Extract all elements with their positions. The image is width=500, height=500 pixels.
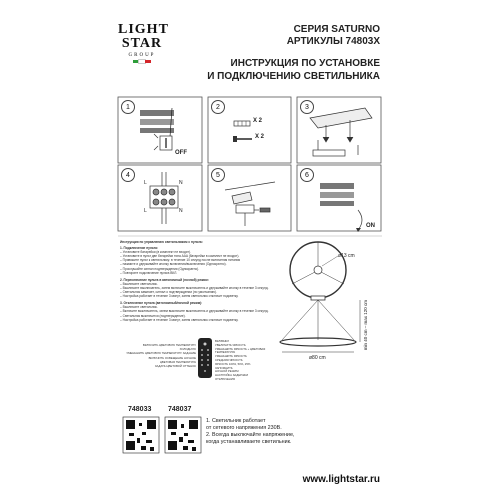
terminal-label-n-top: N [179, 180, 183, 186]
terminal-label-l-bottom: L [144, 208, 147, 214]
diameter-small-label: ø13 cm [338, 253, 355, 259]
remote-button-label: УВЕЛИЧИТЬ ЯРКОСТЬ [215, 342, 246, 347]
instruction-line: – Выключите выключатель, затем включите выключатель и удерживайте кнопку в течение 3 секунд. [120, 285, 269, 290]
series-name: СЕРИЯ SATURNO [293, 24, 380, 35]
instruction-heading: 1. Подключение пульта: [120, 246, 158, 251]
step-number-4: 4 [121, 168, 135, 182]
instruction-line: – Установите батарейки (в комплект не входят). [120, 250, 191, 255]
logo-line2: STAR [121, 36, 163, 51]
remote-button-label: ВКЛЮЧИТЬ ОСВЕЩЕНИЕ НОЧНОЕ [148, 355, 196, 360]
remote-button-label: УМЕНЬШИТЬ ЯРКОСТЬ + ЦВЕТОВАЯ ТЕМПЕРАТУРА [215, 346, 266, 355]
instruction-line: – Установите в пульт две батарейки типа AAA (батарейки в комплект не входят). [120, 254, 240, 259]
remote-button-label: ЯРКОСТЬ 100%, 50%, 25% [215, 361, 251, 366]
step5-canopy-connection-icon [225, 182, 275, 226]
step-number-2: 2 [211, 100, 225, 114]
website-link[interactable]: www.lightstar.ru [302, 474, 380, 485]
instruction-line: – Привяжите пульт к светильнику: в течение 10 секунд после включения питания [120, 258, 241, 263]
step-number-3: 3 [300, 100, 314, 114]
remote-button-label: УМЕНЬШИТЬ ЯРКОСТЬ [215, 354, 247, 359]
remote-button-label: НОЧНОЙ РЕЖИМ [215, 369, 239, 374]
instruction-line: – Выключите светильник. [120, 281, 158, 286]
terminal-label-n-bottom: N [179, 208, 183, 214]
height-min: min 40 cm [363, 329, 368, 351]
height-range-label: min 40 cm – max 120 cm [363, 300, 368, 351]
instructions-sections [120, 246, 285, 322]
remote-control-icon [198, 338, 212, 378]
remote-button-label: УМЕНЬШИТЬ ЦВЕТОВУЮ ТЕМПЕРАТУРУ ЗАДАНИЕ [126, 351, 196, 356]
instruction-line: – Повторите подключение пульта ВКЛ. [120, 270, 178, 275]
instruction-line: – Включите выключатель, затем выключите выключатель и удерживайте кнопку в течение 3 секунд. [120, 309, 269, 314]
safety-notes [206, 418, 294, 446]
dowel-icon [234, 121, 250, 126]
qr-article-1: 748033 [128, 406, 152, 413]
step-number-1: 1 [121, 100, 135, 114]
step-number-5: 5 [211, 168, 225, 182]
qr-code-2 [165, 417, 201, 453]
instruction-line: – Светильник выключится (подтверждение). [120, 313, 186, 318]
instruction-line: – Светильник замигает, сигнал о подтверждении (по умолчанию). [120, 290, 217, 295]
instruction-heading: 2. Переключение пульта в автономный (ночной) режим: [120, 277, 209, 282]
qr-code-1 [123, 417, 159, 453]
step6-installed-light-icon [320, 183, 362, 232]
logo-group: GROUP [128, 53, 156, 58]
ring-top-view [290, 242, 346, 298]
note-line: 1. Светильник работает [206, 418, 266, 424]
instruction-line: – Прослушайте сигнал подтверждения (Однократно). [120, 266, 200, 271]
step4-wiring-terminal-icon [150, 172, 178, 224]
title-line2: И ПОДКЛЮЧЕНИЮ СВЕТИЛЬНИКА [207, 71, 380, 82]
screws-qty: X 2 [255, 134, 265, 140]
dowels-qty: X 2 [253, 118, 263, 124]
remote-button-label: ОТКЛЮЧЕНИЯ [215, 376, 235, 381]
note-line: от сетевого напряжения 230В. [206, 425, 282, 431]
screw-icon [233, 136, 252, 142]
switch-icon [154, 134, 172, 150]
remote-button-label: ЗАПОМНИТЬ [215, 365, 233, 370]
note-line: когда устанавливаете светильник. [206, 439, 292, 445]
on-label: ON [366, 223, 375, 229]
remote-button-label: ЦВЕТОВАЯ ТЕМПЕРАТУРА [159, 359, 196, 364]
terminal-label-l-top: L [144, 180, 147, 186]
step3-bracket-mounting-icon [310, 108, 372, 156]
diameter-ring-label: ø80 cm [309, 355, 326, 361]
instruction-line: – Выключите светильник. [120, 305, 158, 310]
instruction-line: – нажмите и удерживайте кнопку включения/выключения (Однократно). [120, 262, 227, 267]
step-number-6: 6 [300, 168, 314, 182]
qr-article-2: 748037 [168, 406, 192, 413]
title-line1: ИНСТРУКЦИЯ ПО УСТАНОВКЕ [230, 58, 380, 69]
instruction-line: – Настройка работает в течение 3 минут, затем светильник отключит подсветку. [120, 294, 239, 299]
instructions-title: Инструкция по управлению светильником с пульта: [120, 240, 203, 244]
remote-button-label: ВКЛЮЧИТЬ ЦВЕТОВУЮ ТЕМПЕРАТУРУ ХОЛОДНУЮ [142, 343, 196, 352]
remote-button-label: ЗАДАТЬ ЦВЕТОВОЙ ОТТЕНОК [154, 364, 196, 369]
remote-button-label: СРЕДНЯЯ ЯРКОСТЬ [215, 357, 243, 362]
article-numbers: АРТИКУЛЫ 74803X [286, 36, 380, 47]
step1-ceiling-light-icon [140, 108, 174, 137]
remote-button-label: ВКЛ/ВЫКЛ [215, 339, 229, 343]
instruction-heading: 3. Отключение пульта (автономный/ночной режим): [120, 301, 203, 306]
remote-right-labels [215, 340, 285, 382]
instruction-line: – Настройка работает в течение 3 минут, затем светильник отключит подсветку. [120, 317, 239, 322]
logo-line1: LIGHT [118, 22, 169, 37]
remote-instructions [120, 240, 285, 322]
off-label: OFF [175, 150, 187, 156]
remote-left-labels [126, 343, 196, 368]
remote-button-label: НАСТРОЙКА ЗАДЕРЖКИ [215, 373, 249, 378]
note-line: 2. Всегда выключайте напряжение, [206, 432, 295, 438]
height-max: max 120 cm [363, 300, 368, 325]
pendant-side-view [280, 296, 360, 352]
